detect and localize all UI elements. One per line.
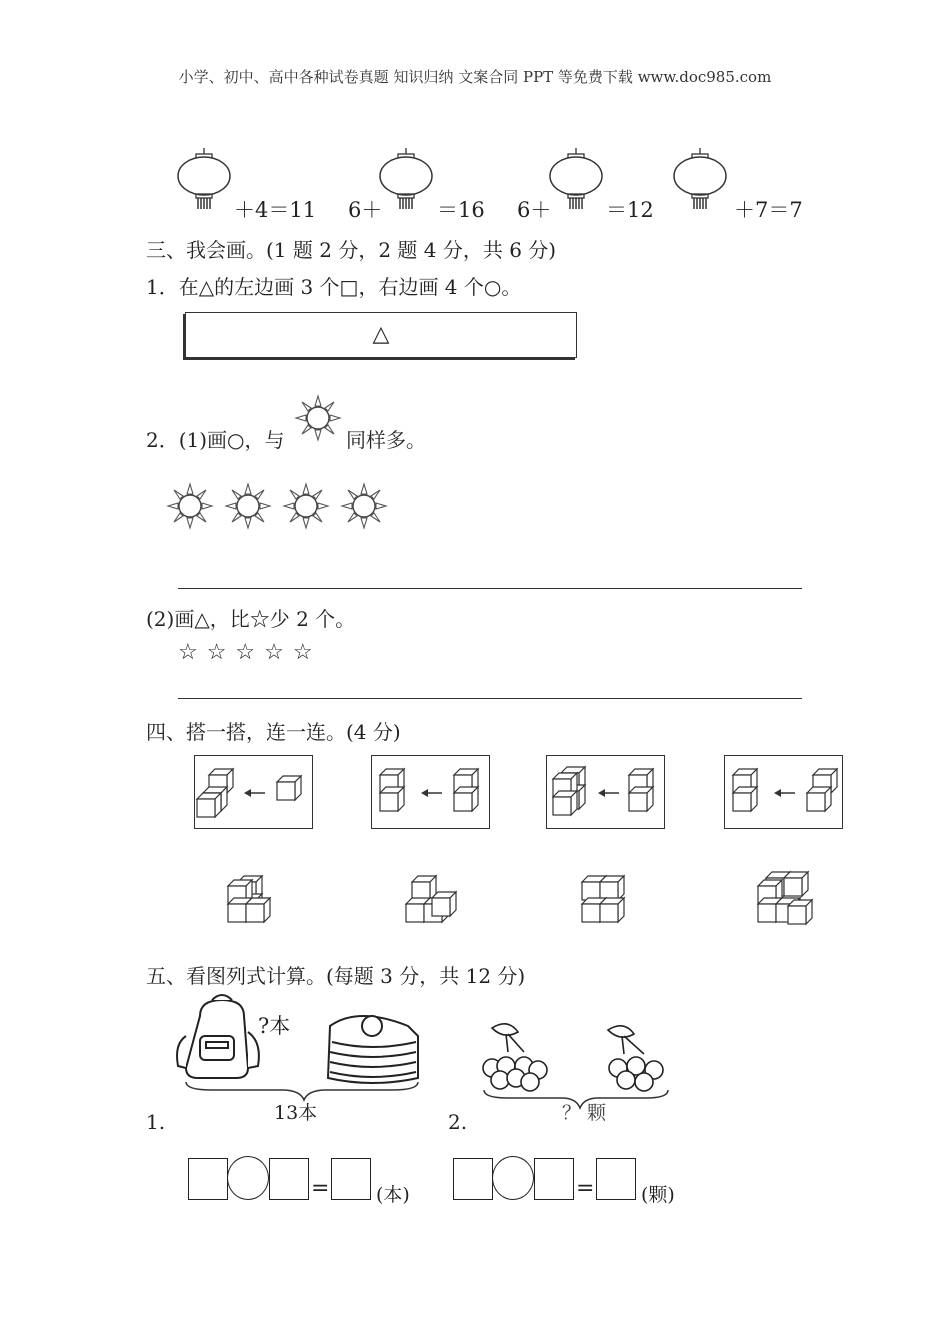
build-diagram — [725, 756, 842, 828]
build-card-1[interactable] — [194, 755, 313, 829]
answer-box[interactable] — [331, 1158, 371, 1200]
answer-line[interactable] — [178, 698, 802, 699]
answer-line[interactable] — [178, 588, 802, 589]
build-diagram — [547, 756, 664, 828]
answer-box[interactable] — [269, 1158, 309, 1200]
build-card-3[interactable] — [546, 755, 665, 829]
lantern-eq-4: ＋7＝7 — [734, 198, 803, 222]
sun-icon — [340, 482, 388, 530]
lantern-eq-2b: ＝16 — [437, 198, 485, 222]
section3-q2b: (2)画△，比☆少 2 个。 — [146, 607, 356, 631]
section5-title: 五、看图列式计算。(每题 3 分，共 12 分) — [146, 964, 526, 988]
sun-icon — [294, 394, 342, 442]
question-books: ?本 — [258, 1014, 291, 1038]
build-card-2[interactable] — [371, 755, 490, 829]
question-cherries: ？ 颗 — [562, 1102, 607, 1124]
equals-sign: = — [311, 1176, 330, 1201]
triangle-symbol: △ — [372, 322, 390, 347]
cherry-group-icon — [483, 1024, 547, 1091]
result-shape-3[interactable] — [578, 872, 638, 928]
build-diagram — [195, 756, 312, 828]
result-shape-1[interactable] — [224, 872, 284, 928]
answer-box[interactable] — [534, 1158, 574, 1200]
operator-circle[interactable] — [227, 1156, 269, 1200]
section4-title: 四、搭一搭，连一连。(4 分) — [146, 720, 401, 744]
lantern-eq-2a: 6＋ — [348, 198, 383, 222]
stars-row: ☆ ☆ ☆ ☆ ☆ — [178, 640, 314, 665]
sun-icon — [282, 482, 330, 530]
sun-icon — [166, 482, 214, 530]
result-shape-4[interactable] — [754, 868, 818, 930]
books-icon — [328, 1016, 418, 1083]
backpack-icon — [177, 995, 259, 1078]
equals-sign: = — [576, 1176, 595, 1201]
picture1-label: 1. — [146, 1110, 166, 1134]
unit-cherries: (颗) — [641, 1184, 675, 1206]
lantern-eq-3a: 6＋ — [517, 198, 552, 222]
lantern-icon — [548, 146, 604, 212]
page-header: 小学、初中、高中各种试卷真题 知识归纳 文案合同 PPT 等免费下载 www.doc985.com — [178, 68, 772, 86]
section3-q2a-suffix: 同样多。 — [346, 428, 426, 452]
total-books: 13本 — [274, 1102, 318, 1124]
section3-q1: 1．在△的左边画 3 个□，右边画 4 个○。 — [146, 275, 522, 299]
lantern-eq-3b: ＝12 — [606, 198, 654, 222]
lantern-icon — [176, 146, 232, 212]
answer-box[interactable] — [188, 1158, 228, 1200]
lantern-icon — [378, 146, 434, 212]
lantern-eq-1: ＋4＝11 — [234, 198, 317, 222]
section3-title: 三、我会画。(1 题 2 分，2 题 4 分，共 6 分) — [146, 238, 557, 262]
result-shape-2[interactable] — [402, 872, 462, 928]
unit-books: (本) — [376, 1184, 410, 1206]
draw-area-box[interactable] — [185, 312, 577, 358]
sun-icon — [224, 482, 272, 530]
section3-q2a-prefix: 2．(1)画○，与 — [146, 428, 285, 452]
picture2-label: 2. — [448, 1110, 468, 1134]
lantern-icon — [672, 146, 728, 212]
cherry-group-icon — [608, 1026, 663, 1091]
answer-box[interactable] — [596, 1158, 636, 1200]
build-diagram — [372, 756, 489, 828]
build-card-4[interactable] — [724, 755, 843, 829]
answer-box[interactable] — [453, 1158, 493, 1200]
operator-circle[interactable] — [492, 1156, 534, 1200]
